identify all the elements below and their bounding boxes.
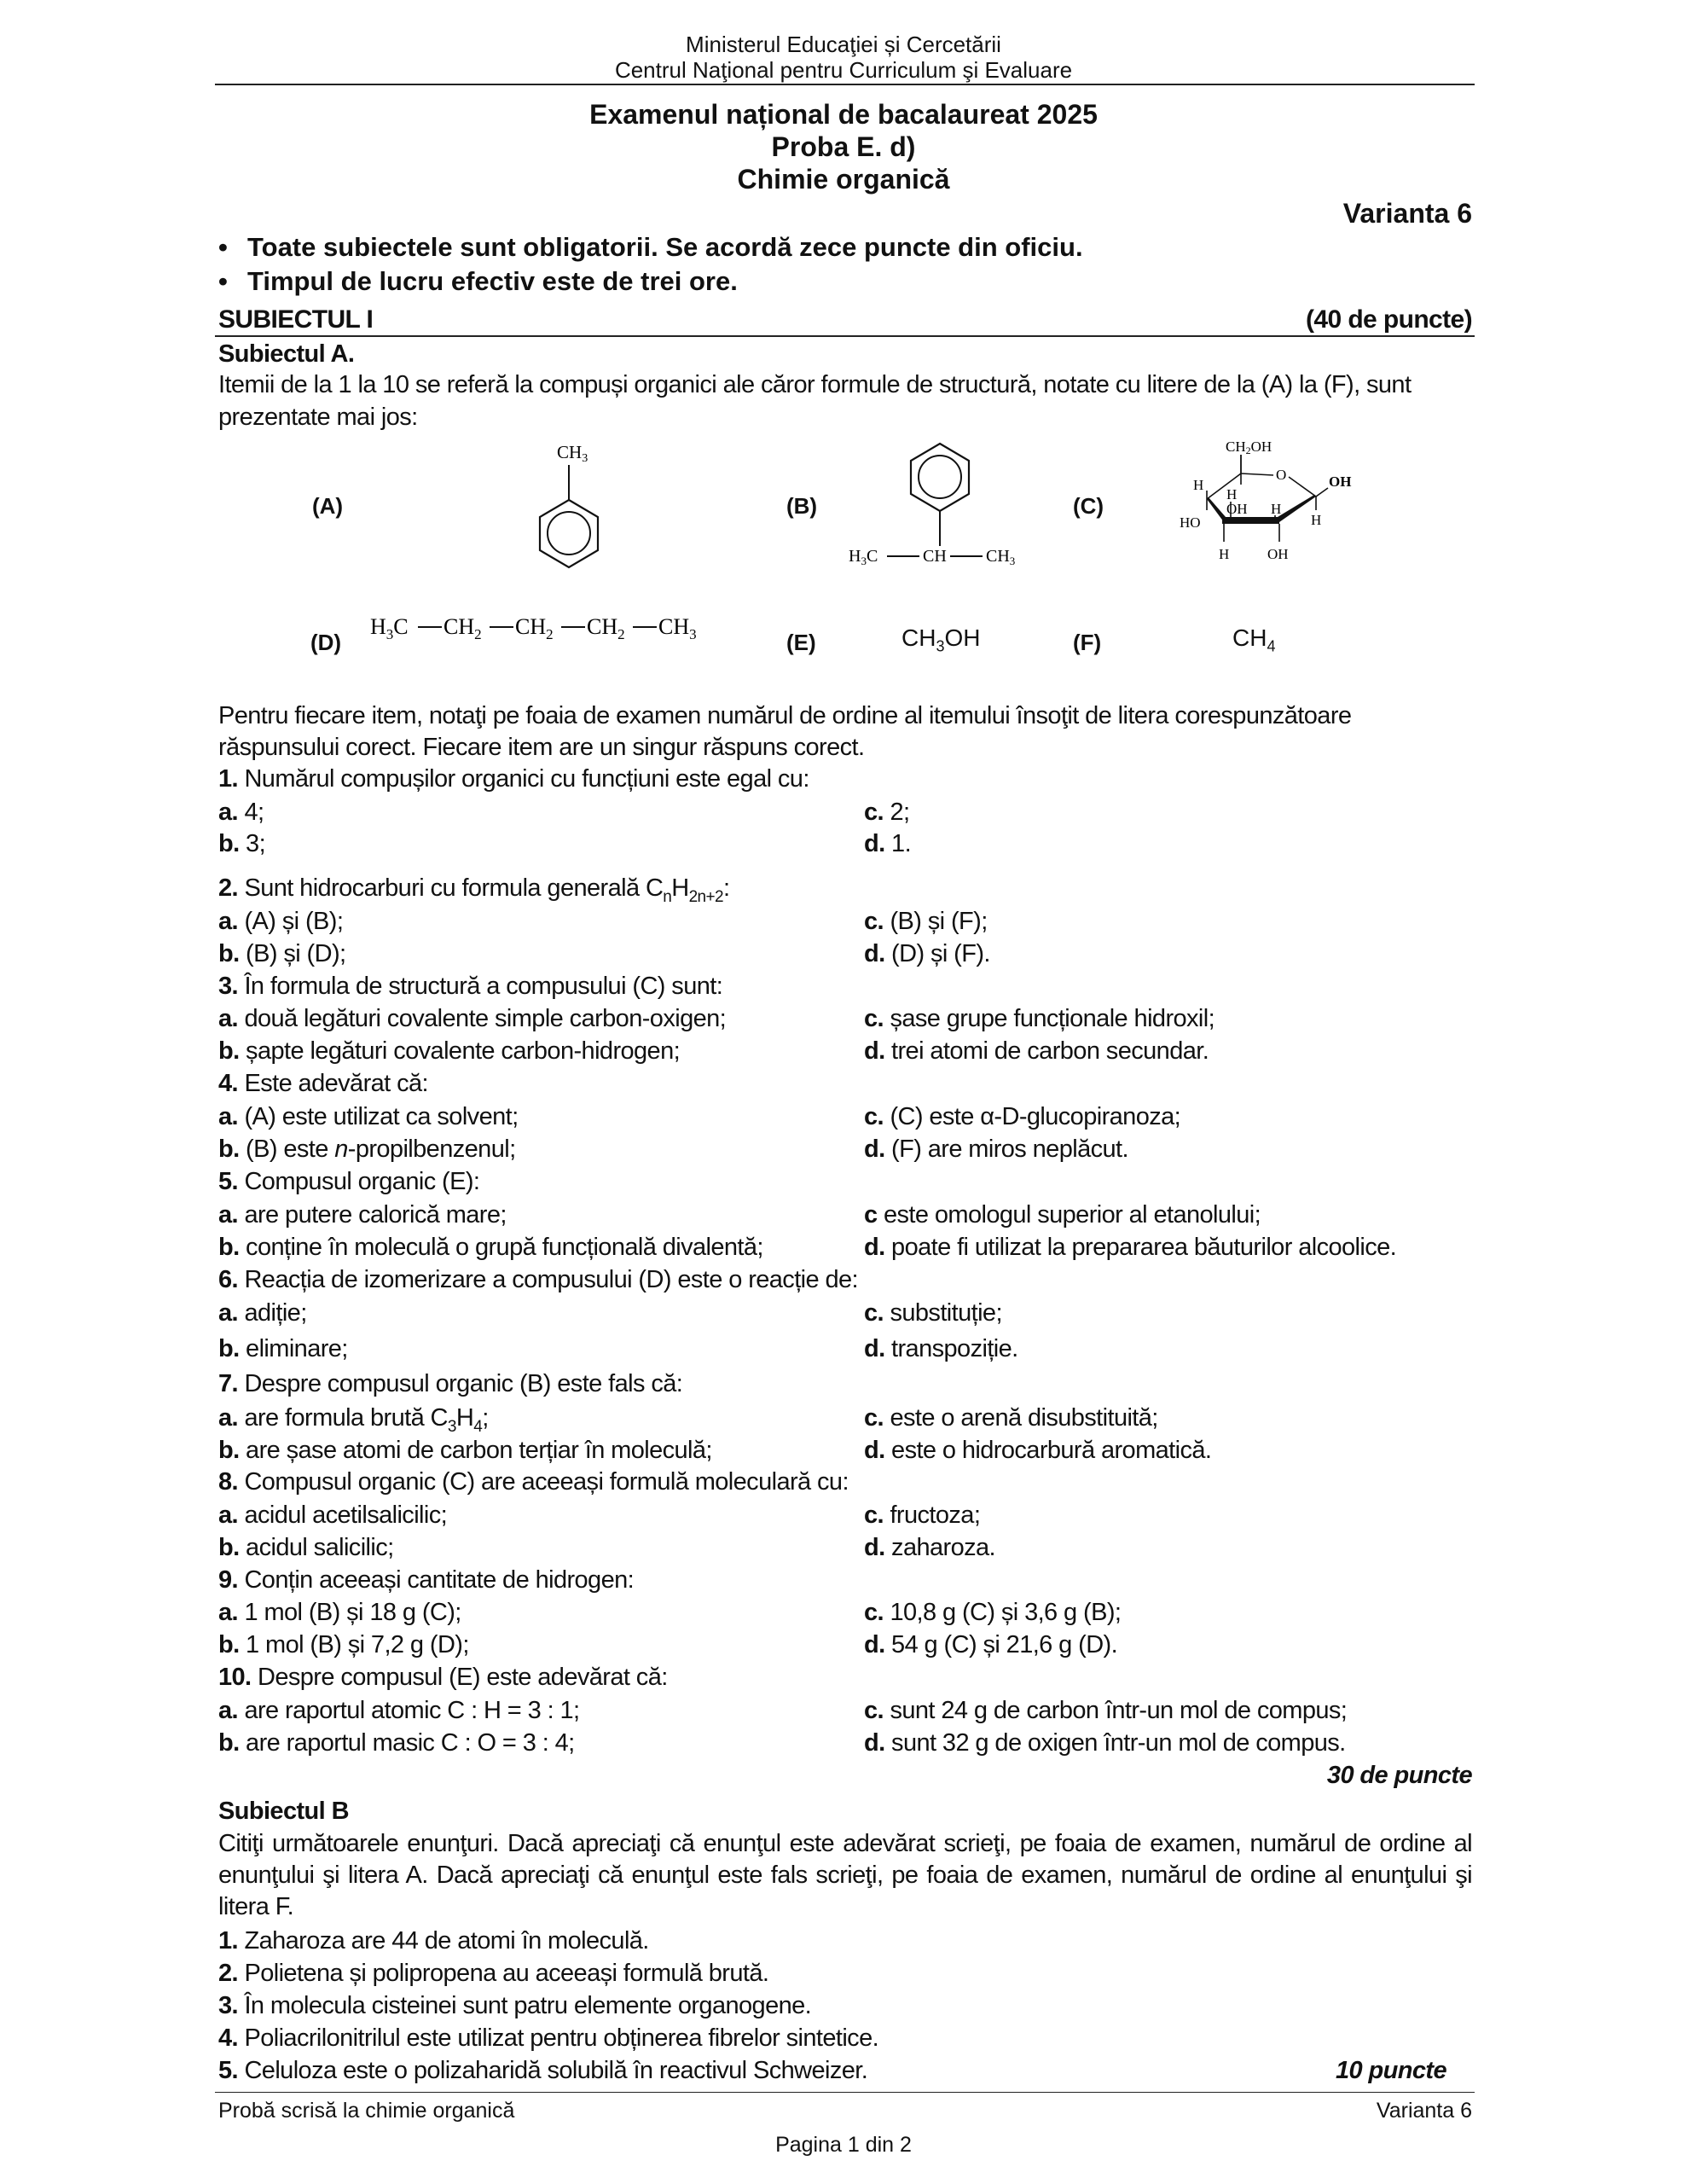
- compound-b-left-methyl: $H_3C$: [849, 547, 878, 567]
- item-6-question: 6. Reacția de izomerizare a compusului (D) este o reacție de:: [218, 1266, 859, 1293]
- item-6-option-b: b. eliminare;: [218, 1335, 348, 1362]
- compound-d-group-4: $CH_2$: [587, 614, 625, 642]
- instructions-line-1: Pentru fiecare item, notaţi pe foaia de examen numărul de ordine al itemului însoţit de litera corespunzătoare: [218, 702, 1352, 729]
- item-7-option-c: c. este o arenă disubstituită;: [864, 1404, 1158, 1432]
- item-4-option-c: c. (C) este α-D-glucopiranoza;: [864, 1103, 1181, 1130]
- compound-d-structure: [367, 606, 725, 648]
- item-7-option-a: a. are formula brută $C_3H_4$;: [218, 1404, 489, 1436]
- compound-c-h-c4-top: H: [1193, 477, 1204, 493]
- compound-c-structure: [1173, 435, 1356, 576]
- footer-page-number: Pagina 1 din 2: [775, 2133, 912, 2157]
- item-3-option-c: c. șase grupe funcționale hidroxil;: [864, 1005, 1215, 1032]
- item-10-question: 10. Despre compusul (E) este adevărat că:: [218, 1664, 668, 1691]
- compound-b-label: (B): [786, 493, 818, 519]
- item-8-question: 8. Compusul organic (C) are aceeași formulă moleculară cu:: [218, 1468, 849, 1496]
- statement-2: 2. Polietena și polipropena au aceeași formulă brută.: [218, 1960, 769, 1987]
- compound-d-group-2: $CH_2$: [443, 614, 482, 642]
- subiectul-1-rule: [215, 335, 1475, 337]
- item-1-question: 1. Numărul compușilor organici cu funcțiuni este egal cu:: [218, 765, 809, 793]
- section-b-points: 10 puncte: [1336, 2057, 1446, 2084]
- section-a-title: Subiectul A.: [218, 340, 355, 368]
- item-10-option-b: b. are raportul masic C : O = 3 : 4;: [218, 1729, 575, 1757]
- item-7-option-d: d. este o hidrocarbură aromatică.: [864, 1437, 1212, 1464]
- compound-e-formula: $CH_3OH$: [901, 624, 981, 655]
- item-8-option-b: b. acidul salicilic;: [218, 1534, 394, 1561]
- compound-b-structure: [844, 435, 1066, 572]
- item-2-option-b: b. (B) și (D);: [218, 940, 346, 967]
- ministry-name: Ministerul Educaţiei și Cercetării: [686, 32, 1001, 57]
- compound-c-ho-c4: HO: [1180, 514, 1201, 531]
- item-1-option-a: a. 4;: [218, 799, 264, 826]
- section-b-intro: Citiţi următoarele enunţuri. Dacă apreciaţi că enunţul este adevărat scrieţi, pe foaia de examen, numărul de ordine al enunţului şi litera A. Dacă apreciaţi că enunţul este fals scrieţi, pe foaia de examen, numărul de ordine al enunţului şi litera F.: [218, 1830, 1472, 1920]
- statement-4: 4. Poliacrilonitrilul este utilizat pentru obținerea fibrelor sintetice.: [218, 2024, 879, 2052]
- compound-b-ch: CH: [923, 547, 947, 566]
- item-3-question: 3. În formula de structură a compusului (C) sunt:: [218, 973, 723, 1000]
- item-10-option-c: c. sunt 24 g de carbon într-un mol de compus;: [864, 1697, 1348, 1724]
- item-4-option-b: b. (B) este n-propilbenzenul;: [218, 1136, 516, 1163]
- item-3-option-b: b. șapte legături covalente carbon-hidrogen;: [218, 1037, 681, 1065]
- item-2-option-d: d. (D) și (F).: [864, 940, 990, 967]
- compound-a-label: (A): [312, 493, 344, 519]
- compound-c-h-c2: H: [1271, 501, 1282, 517]
- item-5-option-d: d. poate fi utilizat la prepararea băuturilor alcoolice.: [864, 1234, 1397, 1261]
- compound-c-h-c3: H: [1226, 486, 1238, 502]
- exam-variant: Varianta 6: [1342, 198, 1472, 229]
- exam-subject: Chimie organică: [737, 164, 950, 195]
- compound-c-ch2oh: CH2OH: [1226, 439, 1272, 456]
- intro-line-1: Itemii de la 1 la 10 se referă la compuși organici ale căror formule de structură, notate cu litere de la (A) la (F), sunt: [218, 371, 1412, 398]
- item-4-question: 4. Este adevărat că:: [218, 1070, 428, 1097]
- compound-c-oh-c3: OH: [1226, 501, 1248, 517]
- item-1-option-d: d. 1.: [864, 830, 912, 857]
- item-9-question: 9. Conțin aceeași cantitate de hidrogen:: [218, 1566, 635, 1594]
- compound-d-label: (D): [310, 630, 342, 655]
- item-6-option-d: d. transpoziție.: [864, 1335, 1018, 1362]
- item-9-option-a: a. 1 mol (B) și 18 g (C);: [218, 1599, 461, 1626]
- section-a-points: 30 de puncte: [1326, 1762, 1472, 1789]
- footer-right: Varianta 6: [1376, 2099, 1472, 2123]
- footer-left: Probă scrisă la chimie organică: [218, 2099, 515, 2123]
- item-1-option-b: b. 3;: [218, 830, 266, 857]
- item-9-option-b: b. 1 mol (B) și 7,2 g (D);: [218, 1631, 469, 1658]
- intro-line-2: prezentate mai jos:: [218, 404, 418, 431]
- exam-title: Examenul național de bacalaureat 2025: [589, 99, 1098, 130]
- item-7-question: 7. Despre compusul organic (B) este fals că:: [218, 1370, 683, 1397]
- item-8-option-d: d. zaharoza.: [864, 1534, 996, 1561]
- item-8-option-c: c. fructoza;: [864, 1502, 981, 1529]
- compound-c-ring-oxygen: O: [1276, 467, 1287, 483]
- compound-b-right-methyl: $CH_3$: [986, 547, 1016, 567]
- item-4-option-d: d. (F) are miros neplăcut.: [864, 1136, 1128, 1163]
- item-10-option-a: a. are raportul atomic C : H = 3 : 1;: [218, 1697, 580, 1724]
- statement-1: 1. Zaharoza are 44 de atomi în moleculă.: [218, 1927, 649, 1955]
- compound-c-oh-bottom: OH: [1267, 546, 1289, 562]
- exam-proba: Proba E. d): [771, 131, 916, 162]
- rule-1: • Toate subiectele sunt obligatorii. Se acordă zece puncte din oficiu.: [218, 232, 1083, 262]
- item-7-option-b: b. are șase atomi de carbon terțiar în moleculă;: [218, 1437, 712, 1464]
- header-rule: [215, 84, 1475, 85]
- compound-c-label: (C): [1073, 493, 1104, 519]
- compound-e-label: (E): [786, 630, 816, 655]
- item-10-option-d: d. sunt 32 g de oxigen într-un mol de compus.: [864, 1729, 1346, 1757]
- compound-a-methyl: CH3: [557, 442, 588, 465]
- item-9-option-c: c. 10,8 g (C) și 3,6 g (B);: [864, 1599, 1122, 1626]
- item-6-option-a: a. adiție;: [218, 1299, 307, 1327]
- item-6-option-c: c. substituție;: [864, 1299, 1002, 1327]
- compound-c-h-bottom: H: [1219, 546, 1230, 562]
- compound-a-structure: [507, 435, 635, 572]
- rule-2: • Timpul de lucru efectiv este de trei ore.: [218, 266, 738, 296]
- item-2-option-a: a. (A) și (B);: [218, 908, 344, 935]
- compound-c-anomeric-oh: OH: [1329, 473, 1352, 490]
- compound-f-label: (F): [1073, 630, 1102, 655]
- compound-d-group-5: $CH_3$: [658, 614, 697, 642]
- center-name: Centrul Naţional pentru Curriculum şi Evaluare: [614, 57, 1073, 83]
- item-3-option-a: a. două legături covalente simple carbon-oxigen;: [218, 1005, 727, 1032]
- compound-d-group-3: $CH_2$: [515, 614, 554, 642]
- item-9-option-d: d. 54 g (C) și 21,6 g (D).: [864, 1631, 1118, 1658]
- item-2-option-c: c. (B) și (F);: [864, 908, 988, 935]
- subiectul-1-points: (40 de puncte): [1306, 305, 1472, 334]
- compound-c-h-c1: H: [1311, 512, 1322, 528]
- item-5-option-b: b. conține în moleculă o grupă funcțională divalentă;: [218, 1234, 763, 1261]
- section-b-title: Subiectul B: [218, 1798, 349, 1825]
- item-5-question: 5. Compusul organic (E):: [218, 1168, 480, 1195]
- instructions-line-2: răspunsului corect. Fiecare item are un singur răspuns corect.: [218, 734, 865, 761]
- compound-d-group-1: $H_3C$: [370, 614, 409, 642]
- item-5-option-a: a. are putere calorică mare;: [218, 1201, 507, 1228]
- footer-rule: [215, 2092, 1475, 2093]
- statement-5: 5. Celuloza este o polizaharidă solubilă în reactivul Schweizer.: [218, 2057, 868, 2084]
- subiectul-1-title: SUBIECTUL I: [218, 305, 374, 334]
- item-8-option-a: a. acidul acetilsalicilic;: [218, 1502, 448, 1529]
- compound-f-formula: $CH_4$: [1232, 624, 1276, 655]
- statement-3: 3. În molecula cisteinei sunt patru elemente organogene.: [218, 1992, 812, 2019]
- item-2-question: 2. Sunt hidrocarburi cu formula generală $C_nH_{2n+2}$:: [218, 874, 730, 906]
- item-1-option-c: c. 2;: [864, 799, 910, 826]
- item-4-option-a: a. (A) este utilizat ca solvent;: [218, 1103, 519, 1130]
- item-5-option-c: c este omologul superior al etanolului;: [864, 1201, 1261, 1228]
- item-3-option-d: d. trei atomi de carbon secundar.: [864, 1037, 1209, 1065]
